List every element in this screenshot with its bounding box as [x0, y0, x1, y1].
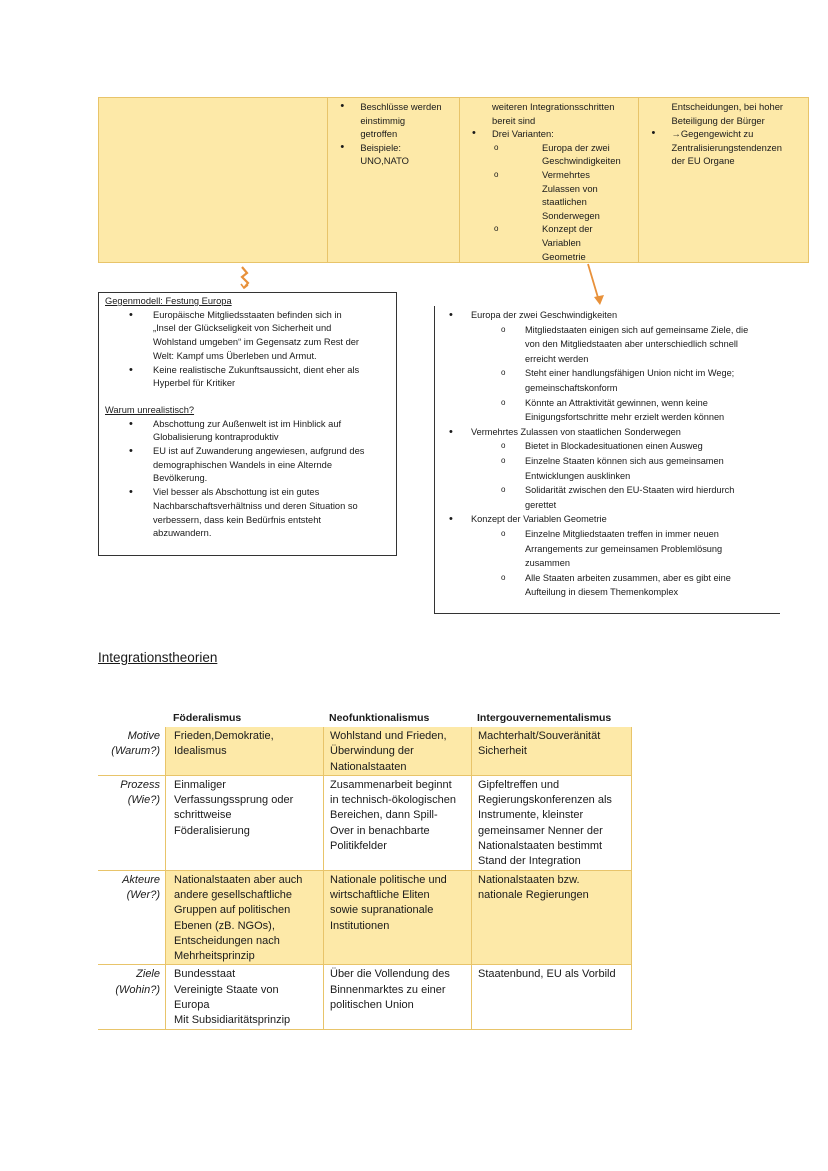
table-header-row — [98, 709, 632, 727]
top-col-1 — [99, 98, 328, 262]
top-col-2 — [328, 98, 460, 262]
table-cell: Zusammenarbeit beginnt in technisch-ökologischen Bereichen, dann Spill- Over in benachbarte Politikfelder — [323, 776, 471, 870]
top-col-4: Entscheidungen, bei hoher Beteiligung der Bürger • →Gegengewicht zu Zentralisierungstendenzen der EU Organe — [639, 98, 808, 262]
right-s2-sub-2: o Einzelne Staaten können sich aus gemeinsamen Entwicklungen ausklinken — [443, 454, 772, 483]
table-row-prozess — [98, 776, 632, 871]
top-col4-bullet: • →Gegengewicht zu Zentralisierungstendenzen der EU Organe — [643, 127, 804, 168]
header-foederalismus: Föderalismus — [173, 712, 242, 724]
section-heading: Integrationstheorien — [98, 650, 218, 665]
header-intergouvernementalismus: Intergouvernementalismus — [477, 712, 612, 724]
top-col-3: weiteren Integrationsschritten bereit sind • Drei Varianten: o Europa der zwei Geschwindigkeiten o Vermehrtes Zulassen von staatlichen Sonderwegen o Konzept der Variablen Geometrie — [460, 98, 640, 262]
table-cell: Nationale politische und wirtschaftliche Eliten sowie supranationale Institutionen — [323, 871, 471, 965]
left-box-title: Gegenmodell: Festung Europa — [105, 296, 232, 306]
lightning-arrow-icon — [238, 266, 252, 290]
down-arrow-icon — [586, 263, 608, 307]
header-neofunktionalismus: Neofunktionalismus — [329, 712, 430, 724]
table-cell: Gipfeltreffen und Regierungskonferenzen als Instrumente, kleinster gemeinsamer Nenner der Nationalstaaten bestimmt Stand der Integration — [471, 776, 632, 870]
table-cell: Bundesstaat Vereinigte Staate von Europa Mit Subsidiaritätsprinzip — [165, 965, 323, 1028]
table-cell: Nationalstaaten bzw. nationale Regierungen — [471, 871, 632, 965]
right-s3-sub-1: o Einzelne Mitgliedstaaten treffen in immer neuen Arrangements zur gemeinsamen Problemlösung zusammen — [443, 527, 772, 571]
table-cell: Frieden,Demokratie, Idealismus — [165, 727, 323, 775]
row-label: Motive (Warum?) — [111, 730, 160, 758]
left-box-subtitle: Warum unrealistisch? — [105, 404, 195, 415]
table-cell: Über die Vollendung des Binnenmarktes zu einer politischen Union — [323, 965, 471, 1028]
left-bullet-1: • Europäische Mitgliedsstaaten befinden sich in „Insel der Glückseligkeit von Sicherheit und Wohlstand umgeben“ im Gegensatz zum Rest der Welt: Kampf ums Überleben und Armut. — [105, 309, 390, 364]
row-label: Ziele (Wohin?) — [115, 968, 160, 996]
row-label: Akteure (Wer?) — [122, 873, 160, 901]
table-cell: Einmaliger Verfassungssprung oder schrittweise Föderalisierung — [165, 776, 323, 870]
right-s2-sub-1: o Bietet in Blockadesituationen einen Ausweg — [443, 439, 772, 454]
right-section-3: • Konzept der Variablen Geometrie o Einzelne Mitgliedstaaten treffen in immer neuen Arrangements zur gemeinsamen Problemlösung zusammen o Alle Staaten arbeiten zusammen, aber es gibt eine Aufteilung in diesem Themenkomplex — [443, 512, 772, 600]
row-label: Prozess (Wie?) — [120, 778, 160, 807]
left-bullet-4: • EU ist auf Zuwanderung angewiesen, aufgrund des demographischen Wandels in eine Alternde Bevölkerung. — [105, 445, 390, 486]
table-cell: Machterhalt/Souveränität Sicherheit — [471, 727, 632, 775]
left-bullet-2: • Keine realistische Zukunftsaussicht, dient eher als Hyperbel für Kritiker — [105, 364, 390, 391]
top-col2-bullet-1: • Beschlüsse werden einstimmig getroffen — [332, 100, 455, 141]
table-row-akteure — [98, 871, 632, 966]
top-col3-sub-3: o Konzept der Variablen Geometrie — [464, 222, 635, 263]
top-col3-bullet: • Drei Varianten: o Europa der zwei Geschwindigkeiten o Vermehrtes Zulassen von staatlichen Sonderwegen o Konzept der Variablen Geometrie — [464, 127, 635, 263]
table-row-motive — [98, 727, 632, 776]
varianten-box — [434, 306, 780, 614]
festung-europa-box — [98, 292, 397, 556]
theory-table — [98, 709, 632, 1030]
right-section-1: • Europa der zwei Geschwindigkeiten o Mitgliedstaaten einigen sich auf gemeinsame Ziele, die von den Mitgliedstaaten aber unterschiedlich schnell erreicht werden o Steht einer handlungsfähigen Union nicht im Wege; gemeinschaftskonform o Könnte an Attraktivität gewinnen, wenn keine Einigungsfortschritte mehr erzielt werden können — [443, 308, 772, 425]
top-col3-sub-1: o Europa der zwei Geschwindigkeiten — [464, 141, 635, 168]
right-s1-sub-3: o Könnte an Attraktivität gewinnen, wenn keine Einigungsfortschritte mehr erzielt werden können — [443, 396, 772, 425]
right-s1-sub-1: o Mitgliedstaaten einigen sich auf gemeinsame Ziele, die von den Mitgliedstaaten aber unterschiedlich schnell erreicht werden — [443, 323, 772, 367]
table-cell: Staatenbund, EU als Vorbild — [471, 965, 632, 1028]
top-col2-bullet-2: • Beispiele: UNO,NATO — [332, 141, 455, 168]
right-section-2: • Vermehrtes Zulassen von staatlichen Sonderwegen o Bietet in Blockadesituationen einen Ausweg o Einzelne Staaten können sich aus gemeinsamen Entwicklungen ausklinken o Solidarität zwischen den EU-Staaten wird hierdurch gerettet — [443, 425, 772, 513]
table-cell: Nationalstaaten aber auch andere gesellschaftliche Gruppen auf politischen Ebenen (zB. NGOs), Entscheidungen nach Mehrheitsprinzip — [165, 871, 323, 965]
table-row-ziele — [98, 965, 632, 1029]
left-bullet-5: • Viel besser als Abschottung ist ein gutes Nachbarschaftsverhältniss und deren Situation so verbessern, dass kein Bedürfnis entsteht abzuwandern. — [105, 486, 390, 541]
left-bullet-3: • Abschottung zur Außenwelt ist im Hinblick auf Globalisierung kontraproduktiv — [105, 418, 390, 445]
right-s2-sub-3: o Solidarität zwischen den EU-Staaten wird hierdurch gerettet — [443, 483, 772, 512]
top-col3-sub-2: o Vermehrtes Zulassen von staatlichen Sonderwegen — [464, 168, 635, 222]
top-table — [98, 97, 809, 263]
right-s3-sub-2: o Alle Staaten arbeiten zusammen, aber es gibt eine Aufteilung in diesem Themenkomplex — [443, 571, 772, 600]
right-s1-sub-2: o Steht einer handlungsfähigen Union nicht im Wege; gemeinschaftskonform — [443, 366, 772, 395]
table-cell: Wohlstand und Frieden, Überwindung der Nationalstaaten — [323, 727, 471, 775]
